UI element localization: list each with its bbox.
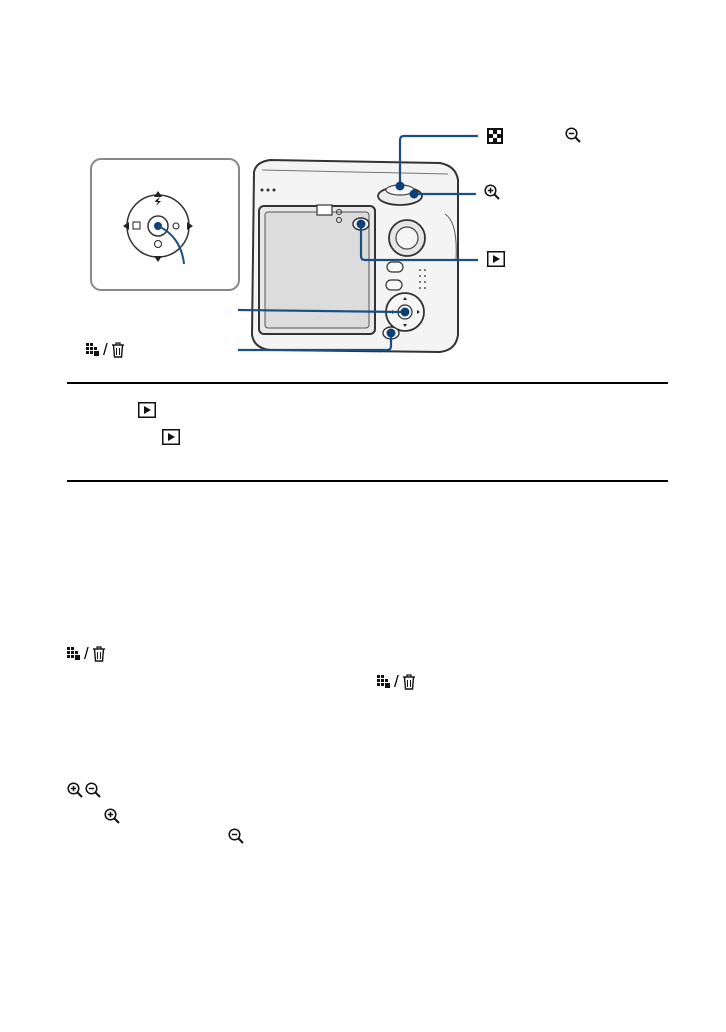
zoom-heading xyxy=(67,782,101,800)
separator: / xyxy=(394,672,399,691)
image-size-icon xyxy=(86,343,100,357)
zoom-out-icon xyxy=(85,782,101,800)
separator: / xyxy=(84,644,89,663)
zoom-out-icon xyxy=(565,127,581,145)
playback-icon xyxy=(138,402,156,418)
image-size-icon xyxy=(67,647,81,661)
playback-icon xyxy=(162,429,180,445)
trash-icon xyxy=(402,674,416,690)
image-size-trash-inline xyxy=(377,672,416,692)
zoom-out-icon xyxy=(228,828,244,846)
zoom-in-icon xyxy=(484,184,500,202)
image-size-trash-heading xyxy=(67,644,106,664)
image-size-icon xyxy=(377,675,391,689)
section-rule-bottom xyxy=(67,480,668,482)
separator: / xyxy=(103,340,108,359)
index-grid-icon xyxy=(487,128,503,144)
section-rule-top xyxy=(67,382,668,384)
zoom-in-icon xyxy=(104,808,120,826)
image-size-trash-label xyxy=(86,340,125,360)
zoom-in-icon xyxy=(67,782,83,800)
playback-icon xyxy=(487,251,505,267)
trash-icon xyxy=(111,342,125,358)
trash-icon xyxy=(92,646,106,662)
